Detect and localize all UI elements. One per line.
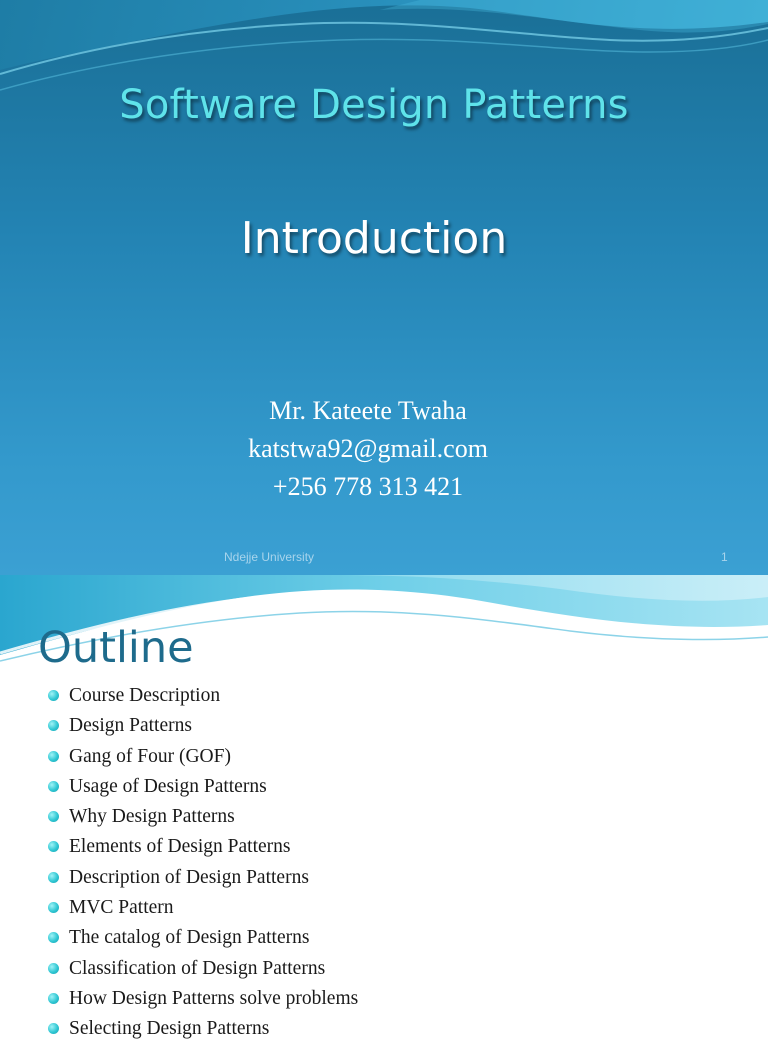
bullet-icon [48,811,59,822]
presenter-name: Mr. Kateete Twaha [269,396,467,425]
bullet-icon [48,781,59,792]
bullet-icon [48,751,59,762]
presenter-email: katstwa92@gmail.com [248,434,488,463]
presentation-title: Software Design Patterns [119,82,629,128]
outline-slide [0,575,768,1040]
outline-list [48,681,358,1045]
list-item-label: Elements of Design Patterns [69,836,291,858]
list-item-label: How Design Patterns solve problems [69,987,359,1009]
list-item [48,1014,358,1044]
list-item-label: Usage of Design Patterns [69,775,267,797]
bullet-icon [48,1023,59,1034]
bullet-icon [48,690,59,701]
list-item [48,772,358,802]
outline-title: Outline [38,623,194,673]
list-item [48,832,358,862]
slide-footer: Ndejje University [224,550,315,564]
bullet-icon [48,902,59,913]
slide-page-number: 1 [721,550,728,564]
list-item-label: Classification of Design Patterns [69,957,326,979]
bullet-icon [48,720,59,731]
list-item [48,711,358,741]
list-item [48,681,358,711]
list-item [48,984,358,1014]
list-item [48,954,358,984]
list-item-label: Description of Design Patterns [69,866,309,888]
list-item-label: The catalog of Design Patterns [69,927,310,949]
list-item-label: Why Design Patterns [69,806,235,828]
presenter-phone: +256 778 313 421 [272,472,464,501]
list-item-label: Course Description [69,685,221,706]
list-item-label: Gang of Four (GOF) [69,745,231,767]
list-item [48,742,358,772]
list-item [48,863,358,893]
list-item [48,802,358,832]
bullet-icon [48,841,59,852]
list-item-label: Selecting Design Patterns [69,1018,270,1040]
presentation-subtitle: Introduction [240,213,508,264]
presenter-contact [0,392,736,506]
bullet-icon [48,872,59,883]
bullet-icon [48,963,59,974]
list-item-label: MVC Pattern [69,897,174,919]
list-item [48,893,358,923]
bullet-icon [48,993,59,1004]
list-item [48,923,358,953]
bullet-icon [48,932,59,943]
list-item-label: Design Patterns [69,715,192,737]
